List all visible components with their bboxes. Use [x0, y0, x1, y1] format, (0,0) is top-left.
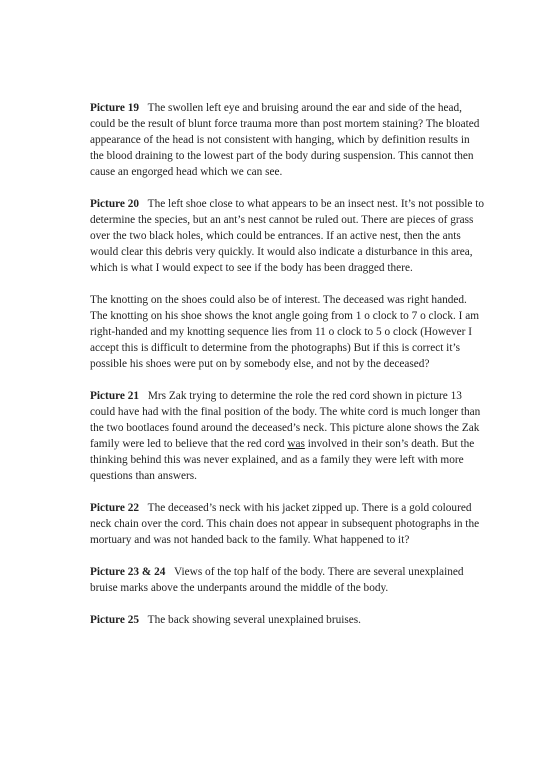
paragraph-label: Picture 25 [90, 614, 140, 626]
paragraph-picture-20 [90, 196, 486, 276]
underlined-word: was [287, 438, 305, 450]
document-body [90, 100, 486, 644]
paragraph-label: Picture 22 [90, 502, 140, 514]
paragraph-text: involved in their son’s death. But the thinking behind this was never explained, and as a family they were left with more questions than answers. [90, 438, 475, 482]
paragraph-text: Mrs Zak trying to determine the role the red cord shown in picture 13 could have had with the final position of the body. The white cord is much longer than the two bootlaces found around the deceased’s neck. This picture alone shows the Zak family were led to believe that the red cord [90, 390, 481, 450]
paragraph-text: Views of the top half of the body. There are several unexplained bruise marks above the underpants around the middle of the body. [90, 566, 464, 594]
paragraph-shoe-knotting [90, 292, 486, 372]
paragraph-label: Picture 20 [90, 198, 140, 210]
paragraph-text: The deceased’s neck with his jacket zipped up. There is a gold coloured neck chain over the cord. This chain does not appear in subsequent photographs in the mortuary and was not handed back to the family. What happened to it? [90, 502, 480, 546]
paragraph-picture-22 [90, 500, 486, 548]
paragraph-picture-23-24 [90, 564, 486, 596]
paragraph-text: The swollen left eye and bruising around the ear and side of the head, could be the result of blunt force trauma more than post mortem staining? The bloated appearance of the head is not consistent with hanging, which by definition results in the blood draining to the lowest part of the body during suspension. This cannot then cause an engorged head which we can see. [90, 102, 480, 178]
paragraph-picture-21 [90, 388, 486, 484]
paragraph-text: The back showing several unexplained bruises. [147, 614, 361, 626]
paragraph-text: The left shoe close to what appears to be an insect nest. It’s not possible to determine the species, but an ant’s nest cannot be ruled out. There are pieces of grass over the two black holes, which could be entrances. If an active nest, then the ants would clear this debris very quickly. It would also indicate a disturbance in this area, which is what I would expect to see if the body has been dragged there. [90, 198, 484, 274]
paragraph-picture-19 [90, 100, 486, 180]
paragraph-text: The knotting on the shoes could also be of interest. The deceased was right handed. The knotting on his shoe shows the knot angle going from 1 o clock to 7 o clock. I am right-handed and my knotting sequence lies from 11 o clock to 5 o clock (However I accept this is difficult to determine from the photographs) But if this is correct it’s possible his shoes were put on by somebody else, and not by the deceased? [90, 294, 480, 370]
paragraph-label: Picture 21 [90, 390, 140, 402]
paragraph-label: Picture 19 [90, 102, 140, 114]
paragraph-label: Picture 23 & 24 [90, 566, 166, 578]
paragraph-picture-25 [90, 612, 486, 628]
